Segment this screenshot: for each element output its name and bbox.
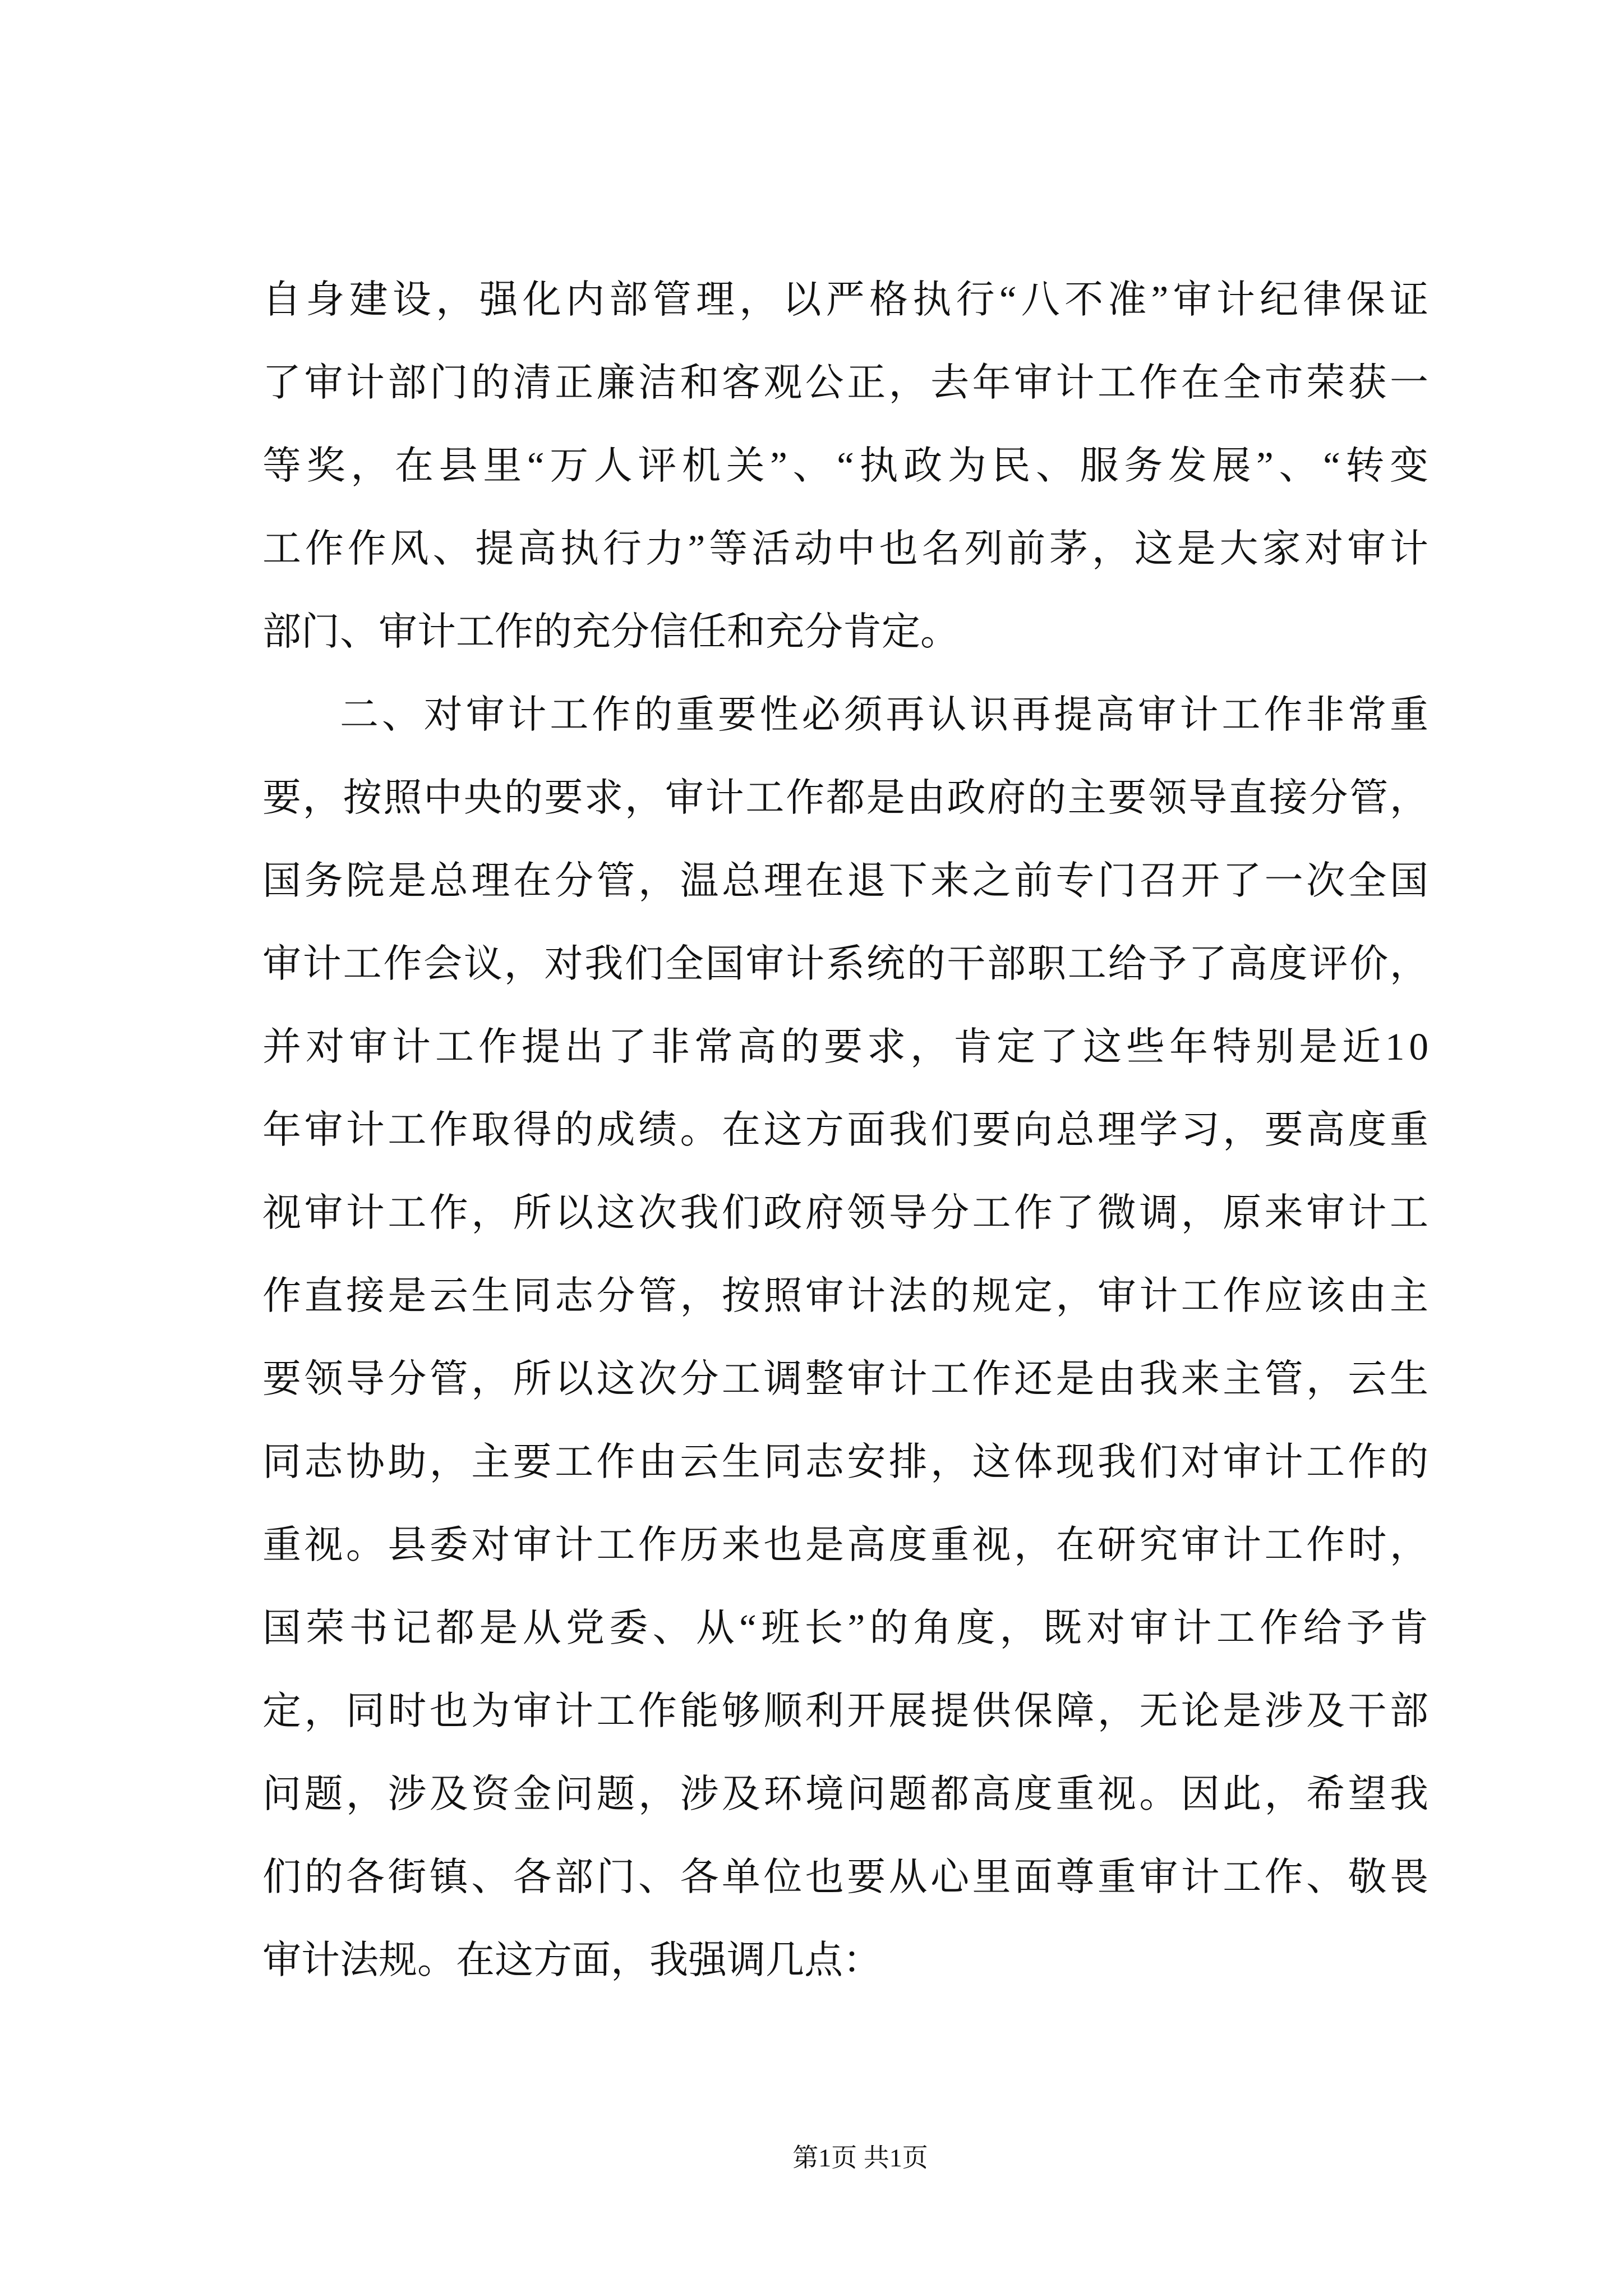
text-line: 要，按照中央的要求，审计工作都是由政府的主要领导直接分管， [262, 776, 1430, 819]
text-line: 定，同时也为审计工作能够顺利开展提供保障，无论是涉及干部 [262, 1690, 1432, 1732]
text-line: 们的各街镇、各部门、各单位也要从心里面尊重审计工作、敬畏 [262, 1856, 1432, 1898]
text-line: 部门、审计工作的充分信任和充分肯定。 [262, 610, 959, 653]
text-line: 同志协助，主要工作由云生同志安排，这体现我们对审计工作的 [262, 1441, 1432, 1483]
text-line: 等奖，在县里“万人评机关”、“执政为民、服务发展”、“转变 [262, 444, 1434, 487]
text-line: 年审计工作取得的成绩。在这方面我们要向总理学习，要高度重 [262, 1108, 1432, 1151]
text-line: 工作作风、提高执行力”等活动中也名列前茅，这是大家对审计 [262, 527, 1432, 570]
text-line: 问题，涉及资金问题，涉及环境问题都高度重视。因此，希望我 [262, 1773, 1432, 1815]
text-line: 国务院是总理在分管，温总理在退下来之前专门召开了一次全国 [262, 859, 1432, 902]
text-line: 要领导分管，所以这次分工调整审计工作还是由我来主管，云生 [262, 1358, 1432, 1400]
text-line: 审计法规。在这方面，我强调几点： [262, 1939, 882, 1981]
paragraph [262, 258, 1434, 673]
text-line: 并对审计工作提出了非常高的要求，肯定了这些年特别是近10 [262, 1025, 1433, 1068]
text-line: 二、对审计工作的重要性必须再认识再提高审计工作非常重 [340, 693, 1432, 736]
text-line: 作直接是云生同志分管，按照审计法的规定，审计工作应该由主 [262, 1274, 1432, 1317]
text-line: 了审计部门的清正廉洁和客观公正，去年审计工作在全市荣获一 [262, 361, 1432, 404]
text-line: 审计工作会议，对我们全国审计系统的干部职工给予了高度评价， [262, 942, 1430, 985]
page-footer: 第1页 共1页 [792, 2143, 928, 2172]
paragraph [262, 673, 1433, 2001]
document-body [262, 258, 1434, 2001]
text-line: 视审计工作，所以这次我们政府领导分工作了微调，原来审计工 [262, 1191, 1432, 1234]
text-line: 自身建设，强化内部管理，以严格执行“八不准”审计纪律保证 [262, 278, 1433, 321]
text-line: 国荣书记都是从党委、从“班长”的角度，既对审计工作给予肯 [262, 1607, 1433, 1649]
text-line: 重视。县委对审计工作历来也是高度重视，在研究审计工作时， [262, 1524, 1432, 1566]
